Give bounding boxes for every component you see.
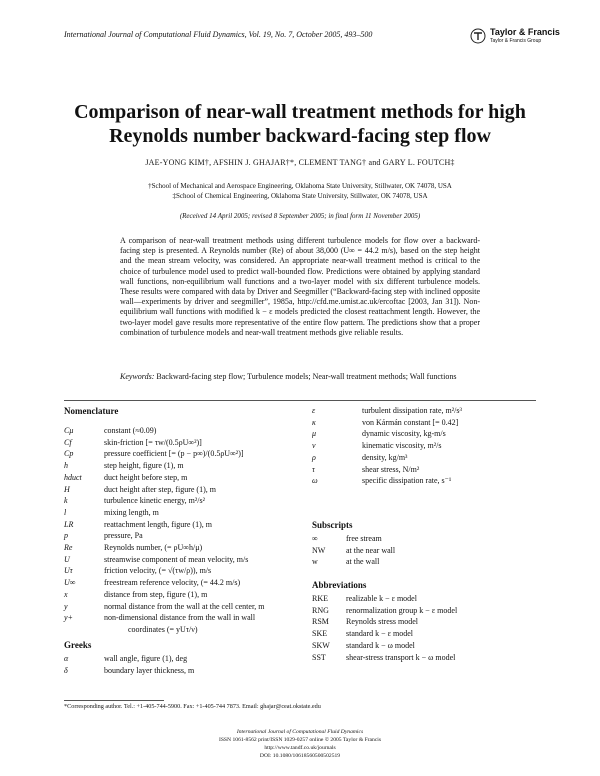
- affiliation-2: ‡School of Chemical Engineering, Oklahoma State University, Stillwater, OK 74078, USA: [172, 192, 428, 200]
- affiliation-1: †School of Mechanical and Aerospace Engineering, Oklahoma State University, Stillwater, OK 74078, USA: [148, 182, 452, 190]
- definition: normal distance from the wall at the cell center, m: [104, 601, 265, 611]
- symbol: U∞: [64, 578, 76, 588]
- definition: turbulent dissipation rate, m²/s³: [362, 406, 462, 415]
- definition: wall angle, figure (1), deg: [104, 654, 188, 663]
- definition: realizable k − ε model: [346, 594, 417, 603]
- symbol: ω: [312, 476, 318, 486]
- symbol: RKE: [312, 594, 328, 603]
- footnote-divider: [64, 700, 164, 701]
- definition: free stream: [346, 534, 382, 543]
- author-list: JAE-YONG KIM†, AFSHIN J. GHAJAR†*, CLEMENT TANG† and GARY L. FOUTCH‡: [145, 158, 455, 167]
- received-dates: (Received 14 April 2005; revised 8 September 2005; in final form 11 November 2005): [179, 212, 421, 220]
- publisher-emblem-icon: [470, 28, 486, 44]
- affiliations: [40, 181, 560, 201]
- definition: standard k − ω model: [346, 640, 415, 650]
- definition: shear stress, N/m²: [362, 464, 420, 474]
- definition: shear-stress transport k − ω model: [346, 652, 456, 662]
- publisher-name: Taylor & Francis: [490, 27, 560, 37]
- symbol: SKE: [312, 629, 328, 639]
- publisher-logo: [470, 26, 560, 48]
- paper-title: Comparison of near-wall treatment methods for high Reynolds number backward-facing step flow: [74, 101, 526, 147]
- definition: von Kármán constant [= 0.42]: [362, 417, 459, 427]
- definition: at the wall: [346, 557, 380, 567]
- symbol: ∞: [312, 534, 318, 543]
- definition: reattachment length, figure (1), m: [104, 519, 212, 529]
- symbol: μ: [312, 429, 317, 439]
- footer-doi: DOI: 10.1080/10618560500502519: [259, 753, 341, 759]
- abstract: A comparison of near-wall treatment methods using different turbulence models for flow over a backward-facing step is presented. A Reynolds number (Re) of about 38,000 (U∞ = 44.2 m/s), based on the step height and the mean stream velocity, was considered. An appropriate near-wall treatment method is critical to the choice of turbulence model used to predict wall-bounded flow. Predictions were obtained by applying standard wall functions, non-equilibrium wall functions and a two-layer model with six different turbulence models. These results were compared with data by Driver and Seegmiller (“Backward-facing step with inclined opposite wall—experiments by driver and seegmiller”, 1985a, http://cfd.me.umist.ac.uk/ercoftac [2003, Jan 31]). Non-equilibrium wall functions with modified k − ε models predicted the closest reattachment length. However, the two-layer model gave results more representative of the entire flow pattern. The predictions show that a proper combination of turbulence models and near-wall treatment methods give reliable results.: [120, 236, 480, 337]
- symbol: SKW: [312, 640, 330, 650]
- symbol: U: [64, 554, 70, 564]
- footer-issn: ISSN 1061-8562 print/ISSN 1029-0257 online © 2005 Taylor & Francis: [218, 737, 382, 743]
- greeks-heading: Greeks: [64, 640, 92, 650]
- symbol: p: [64, 531, 68, 541]
- section-divider: [64, 400, 536, 401]
- definition: constant (≈0.09): [104, 426, 157, 435]
- definition: kinematic viscosity, m²/s: [362, 441, 442, 451]
- symbol: ν: [312, 441, 316, 451]
- definition: duct height before step, m: [104, 472, 188, 482]
- symbol: h: [64, 461, 68, 471]
- definition: turbulence kinetic energy, m²/s²: [104, 496, 205, 506]
- keywords: [120, 372, 480, 382]
- symbol: Cf: [64, 437, 72, 447]
- nomenclature-right-column: [312, 406, 542, 696]
- symbol: LR: [64, 519, 74, 529]
- symbol: κ: [312, 417, 316, 427]
- keywords-text: Backward-facing step flow; Turbulence models; Near-wall treatment methods; Wall functions: [156, 372, 457, 381]
- definition: coordinates (= yUτ/ν): [128, 624, 198, 634]
- symbol: RSM: [312, 617, 329, 627]
- symbol: k: [64, 496, 68, 506]
- nomenclature-left-column: [64, 406, 304, 696]
- definition: skin-friction [= τw/(0.5ρU∞²)]: [104, 437, 202, 447]
- definition: standard k − ε model: [346, 629, 413, 639]
- symbol: ε: [312, 406, 316, 415]
- definition: Reynolds stress model: [346, 617, 418, 627]
- symbol: l: [64, 507, 67, 517]
- subscripts-heading: Subscripts: [312, 520, 353, 530]
- page-footer: [40, 728, 560, 760]
- journal-header: International Journal of Computational Fluid Dynamics, Vol. 19, No. 7, October 2005, 493–500: [64, 30, 373, 39]
- nomenclature-heading: Nomenclature: [64, 406, 119, 416]
- definition: boundary layer thickness, m: [104, 665, 195, 675]
- definition: dynamic viscosity, kg-m/s: [362, 429, 446, 439]
- definition: streamwise component of mean velocity, m/s: [104, 554, 249, 564]
- definition: freestream reference velocity, (= 44.2 m/s): [104, 578, 241, 588]
- definition: step height, figure (1), m: [104, 461, 184, 471]
- definition: pressure coefficient [= (p − p∞)/(0.5ρU∞²)]: [104, 449, 244, 459]
- symbol: hduct: [64, 472, 82, 482]
- symbol: Cp: [64, 449, 74, 459]
- symbol: SST: [312, 652, 326, 662]
- definition: distance from step, figure (1), m: [104, 589, 208, 599]
- definition: Reynolds number, (= ρU∞h/μ): [104, 543, 203, 552]
- symbol: δ: [64, 665, 68, 675]
- symbol: τ: [312, 464, 315, 474]
- definition: mixing length, m: [104, 507, 159, 517]
- definition: non-dimensional distance from the wall in wall: [104, 613, 256, 623]
- symbol: Cμ: [64, 426, 74, 435]
- definition: pressure, Pa: [104, 531, 143, 541]
- definition: duct height after step, figure (1), m: [104, 484, 216, 494]
- symbol: α: [64, 654, 69, 663]
- definition: renormalization group k − ε model: [346, 605, 458, 615]
- definition: density, kg/m³: [362, 452, 408, 462]
- symbol: y: [64, 601, 68, 611]
- symbol: RNG: [312, 605, 329, 615]
- keywords-label: Keywords:: [120, 372, 155, 381]
- footer-url[interactable]: http://www.tandf.co.uk/journals: [264, 745, 336, 751]
- symbol: H: [64, 484, 70, 494]
- symbol: x: [64, 589, 68, 599]
- publisher-tagline: Taylor & Francis Group: [490, 38, 542, 44]
- symbol: Re: [64, 543, 73, 552]
- symbol: y+: [64, 613, 73, 623]
- abbreviations-heading: Abbreviations: [312, 580, 367, 590]
- symbol: w: [312, 557, 318, 567]
- footer-journal: International Journal of Computational Fluid Dynamics: [236, 729, 364, 735]
- definition: at the near wall: [346, 545, 396, 555]
- symbol: NW: [312, 545, 326, 555]
- symbol: ρ: [312, 452, 316, 462]
- symbol: Uτ: [64, 566, 73, 576]
- corresponding-author-footnote: *Corresponding author. Tel.: +1-405-744-5900. Fax: +1-405-744 7873. Email: ghajar@ceat.okstate.edu: [64, 703, 321, 710]
- definition: specific dissipation rate, s⁻¹: [362, 476, 452, 486]
- definition: friction velocity, (= √(τw/ρ)), m/s: [104, 566, 212, 576]
